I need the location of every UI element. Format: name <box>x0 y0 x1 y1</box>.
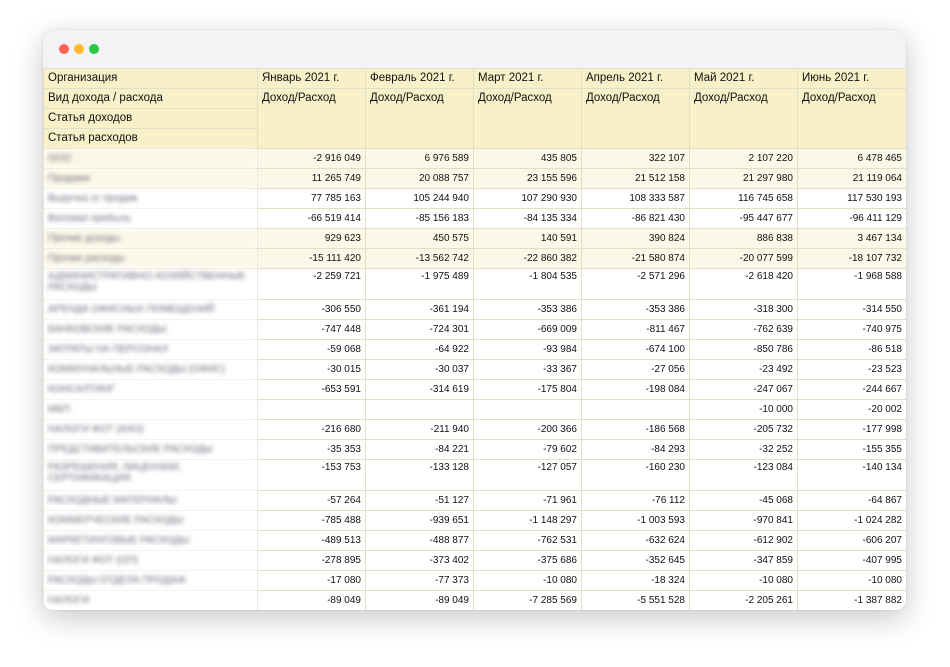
row-value-month-6: 3 467 134 <box>798 229 907 249</box>
row-value-month-5: 21 297 980 <box>690 169 798 189</box>
row-value-month-5: 2 107 220 <box>690 149 798 169</box>
row-label: АДМИНИСТРАТИВНО-ХОЗЯЙСТВЕННЫЕ РАСХОДЫ <box>44 269 258 300</box>
row-value-month-5: 116 745 658 <box>690 189 798 209</box>
row-value-month-3: -79 602 <box>474 440 582 460</box>
row-label: БАНКОВСКИЕ РАСХОДЫ <box>44 320 258 340</box>
row-value-month-5: -850 786 <box>690 340 798 360</box>
row-label: НАЛОГИ ФОТ (АХО) <box>44 420 258 440</box>
row-value-month-6: -10 080 <box>798 571 907 591</box>
row-label: Продажи <box>44 169 258 189</box>
row-value-month-4: -353 386 <box>582 300 690 320</box>
row-value-month-2: -211 940 <box>366 420 474 440</box>
row-value-month-1: -57 264 <box>258 491 366 511</box>
row-label: КОНСАЛТИНГ <box>44 380 258 400</box>
row-value-month-5: 886 838 <box>690 229 798 249</box>
row-value-month-5: -247 067 <box>690 380 798 400</box>
row-value-month-4: -632 624 <box>582 531 690 551</box>
table-row[interactable] <box>44 320 907 340</box>
header-expense-item[interactable]: Статья расходов <box>44 129 258 149</box>
row-value-month-1: -747 448 <box>258 320 366 340</box>
row-value-month-6: -177 998 <box>798 420 907 440</box>
row-label: ООО <box>44 149 258 169</box>
row-value-month-3 <box>474 400 582 420</box>
table-row[interactable] <box>44 591 907 611</box>
row-label: НАЛОГИ ФОТ (ОП) <box>44 551 258 571</box>
row-value-month-5: -318 300 <box>690 300 798 320</box>
row-value-month-4: -198 084 <box>582 380 690 400</box>
row-value-month-2: -51 127 <box>366 491 474 511</box>
row-value-month-2: -30 037 <box>366 360 474 380</box>
row-value-month-3: -10 080 <box>474 571 582 591</box>
header-month-4[interactable]: Апрель 2021 г. <box>582 69 690 89</box>
row-value-month-6: -23 523 <box>798 360 907 380</box>
row-value-month-4: -1 003 593 <box>582 511 690 531</box>
app-window <box>43 30 906 610</box>
row-label: КОММЕРЧЕСКИЕ РАСХОДЫ <box>44 511 258 531</box>
row-value-month-6: -96 411 129 <box>798 209 907 229</box>
table-row[interactable] <box>44 249 907 269</box>
row-value-month-6: 21 119 064 <box>798 169 907 189</box>
row-value-month-5: -970 841 <box>690 511 798 531</box>
row-value-month-2: -13 562 742 <box>366 249 474 269</box>
table-row[interactable] <box>44 440 907 460</box>
row-value-month-5: -10 080 <box>690 571 798 591</box>
table-row[interactable] <box>44 209 907 229</box>
row-value-month-5: -32 252 <box>690 440 798 460</box>
row-value-month-6: -140 134 <box>798 460 907 491</box>
row-value-month-2: -939 651 <box>366 511 474 531</box>
row-label: ЗАТРАТЫ НА ПЕРСОНАЛ <box>44 340 258 360</box>
row-value-month-4: -352 645 <box>582 551 690 571</box>
row-value-month-4 <box>582 400 690 420</box>
row-value-month-5: -95 447 677 <box>690 209 798 229</box>
row-value-month-1: -278 895 <box>258 551 366 571</box>
header-sub-5: Доход/Расход <box>690 89 798 149</box>
table-row[interactable] <box>44 491 907 511</box>
table-row[interactable] <box>44 380 907 400</box>
header-organization[interactable]: Организация <box>44 69 258 89</box>
minimize-window-button[interactable] <box>74 44 84 54</box>
row-value-month-6: -20 002 <box>798 400 907 420</box>
row-value-month-2: -314 619 <box>366 380 474 400</box>
header-month-1[interactable]: Январь 2021 г. <box>258 69 366 89</box>
row-value-month-2: -488 877 <box>366 531 474 551</box>
row-value-month-4: 390 824 <box>582 229 690 249</box>
row-value-month-3: -127 057 <box>474 460 582 491</box>
row-value-month-4: -84 293 <box>582 440 690 460</box>
row-value-month-2: 6 976 589 <box>366 149 474 169</box>
row-value-month-2: -84 221 <box>366 440 474 460</box>
row-value-month-5: -45 068 <box>690 491 798 511</box>
table-row[interactable] <box>44 360 907 380</box>
row-value-month-1: -35 353 <box>258 440 366 460</box>
close-window-button[interactable] <box>59 44 69 54</box>
row-value-month-5: -2 205 261 <box>690 591 798 611</box>
row-value-month-2: 450 575 <box>366 229 474 249</box>
row-label: Прочие расходы <box>44 249 258 269</box>
row-value-month-5: -2 618 420 <box>690 269 798 300</box>
row-value-month-6: -244 667 <box>798 380 907 400</box>
row-label: РАЗРЕШЕНИЯ, ЛИЦЕНЗИИ, СЕРТИФИКАЦИЯ <box>44 460 258 491</box>
row-value-month-6: -314 550 <box>798 300 907 320</box>
header-sub-3: Доход/Расход <box>474 89 582 149</box>
row-value-month-6: -86 518 <box>798 340 907 360</box>
table-row[interactable] <box>44 460 907 491</box>
table-row[interactable] <box>44 511 907 531</box>
row-label: Выручка от продаж <box>44 189 258 209</box>
row-value-month-2: -77 373 <box>366 571 474 591</box>
row-value-month-2: 105 244 940 <box>366 189 474 209</box>
row-value-month-2: 20 088 757 <box>366 169 474 189</box>
row-value-month-1: 929 623 <box>258 229 366 249</box>
row-value-month-4: -21 580 874 <box>582 249 690 269</box>
row-value-month-5: -23 492 <box>690 360 798 380</box>
row-value-month-3: -175 804 <box>474 380 582 400</box>
row-value-month-5: -347 859 <box>690 551 798 571</box>
row-value-month-2: -89 049 <box>366 591 474 611</box>
row-value-month-4: -27 056 <box>582 360 690 380</box>
row-label: КОММУНАЛЬНЫЕ РАСХОДЫ (ОФИС) <box>44 360 258 380</box>
header-month-6[interactable]: Июнь 2021 г. <box>798 69 907 89</box>
table-row[interactable] <box>44 571 907 591</box>
row-value-month-2 <box>366 400 474 420</box>
row-value-month-6: 117 530 193 <box>798 189 907 209</box>
row-value-month-3: -762 531 <box>474 531 582 551</box>
row-value-month-3: -669 009 <box>474 320 582 340</box>
row-value-month-1: -15 111 420 <box>258 249 366 269</box>
row-value-month-2: -1 975 489 <box>366 269 474 300</box>
row-value-month-2: -133 128 <box>366 460 474 491</box>
row-value-month-5: -10 000 <box>690 400 798 420</box>
header-income-item[interactable]: Статья доходов <box>44 109 258 129</box>
header-month-3[interactable]: Март 2021 г. <box>474 69 582 89</box>
row-value-month-3: 23 155 596 <box>474 169 582 189</box>
zoom-window-button[interactable] <box>89 44 99 54</box>
row-value-month-3: 140 591 <box>474 229 582 249</box>
row-value-month-5: -205 732 <box>690 420 798 440</box>
row-value-month-3: -33 367 <box>474 360 582 380</box>
table-row[interactable] <box>44 300 907 320</box>
row-value-month-3: -84 135 334 <box>474 209 582 229</box>
row-value-month-6: -1 024 282 <box>798 511 907 531</box>
report-table <box>43 68 906 610</box>
row-value-month-2: -724 301 <box>366 320 474 340</box>
header-month-2[interactable]: Февраль 2021 г. <box>366 69 474 89</box>
row-label: МБП <box>44 400 258 420</box>
row-value-month-3: -22 860 382 <box>474 249 582 269</box>
table-body <box>44 149 907 611</box>
row-value-month-3: -1 804 535 <box>474 269 582 300</box>
row-value-month-1: -153 753 <box>258 460 366 491</box>
table-row[interactable] <box>44 400 907 420</box>
row-value-month-2: -64 922 <box>366 340 474 360</box>
header-month-5[interactable]: Май 2021 г. <box>690 69 798 89</box>
header-sub-1: Доход/Расход <box>258 89 366 149</box>
row-value-month-5: -612 902 <box>690 531 798 551</box>
table-row[interactable] <box>44 551 907 571</box>
row-label: НАЛОГИ <box>44 591 258 611</box>
row-value-month-1: 77 785 163 <box>258 189 366 209</box>
row-value-month-4: -2 571 296 <box>582 269 690 300</box>
row-label: РАСХОДНЫЕ МАТЕРИАЛЫ <box>44 491 258 511</box>
row-label: РАСХОДЫ ОТДЕЛА ПРОДАЖ <box>44 571 258 591</box>
row-label: МАРКЕТИНГОВЫЕ РАСХОДЫ <box>44 531 258 551</box>
report-table-container[interactable] <box>43 68 906 610</box>
row-value-month-3: 107 290 930 <box>474 189 582 209</box>
row-value-month-4: 322 107 <box>582 149 690 169</box>
row-value-month-4: -76 112 <box>582 491 690 511</box>
row-value-month-1: 11 265 749 <box>258 169 366 189</box>
row-value-month-5: -762 639 <box>690 320 798 340</box>
row-value-month-3: -93 984 <box>474 340 582 360</box>
row-value-month-6: -18 107 732 <box>798 249 907 269</box>
table-row[interactable] <box>44 229 907 249</box>
row-value-month-4: -160 230 <box>582 460 690 491</box>
row-value-month-1: -785 488 <box>258 511 366 531</box>
row-value-month-2: -361 194 <box>366 300 474 320</box>
row-value-month-6: 6 478 465 <box>798 149 907 169</box>
table-row[interactable] <box>44 189 907 209</box>
row-value-month-1: -653 591 <box>258 380 366 400</box>
table-row[interactable] <box>44 340 907 360</box>
row-value-month-5: -20 077 599 <box>690 249 798 269</box>
row-value-month-1: -306 550 <box>258 300 366 320</box>
table-row[interactable] <box>44 149 907 169</box>
row-label: ПРЕДСТАВИТЕЛЬСКИЕ РАСХОДЫ <box>44 440 258 460</box>
table-row[interactable] <box>44 169 907 189</box>
row-value-month-6: -407 995 <box>798 551 907 571</box>
row-value-month-2: -373 402 <box>366 551 474 571</box>
row-value-month-3: -200 366 <box>474 420 582 440</box>
row-value-month-6: -64 867 <box>798 491 907 511</box>
row-value-month-4: -86 821 430 <box>582 209 690 229</box>
row-value-month-3: -375 686 <box>474 551 582 571</box>
row-value-month-4: 21 512 158 <box>582 169 690 189</box>
row-value-month-6: -1 968 588 <box>798 269 907 300</box>
row-value-month-3: -71 961 <box>474 491 582 511</box>
row-value-month-1: -216 680 <box>258 420 366 440</box>
row-value-month-1: -2 916 049 <box>258 149 366 169</box>
row-label: Валовая прибыль <box>44 209 258 229</box>
row-value-month-4: -811 467 <box>582 320 690 340</box>
row-value-month-3: -1 148 297 <box>474 511 582 531</box>
row-value-month-4: -5 551 528 <box>582 591 690 611</box>
row-value-month-1: -489 513 <box>258 531 366 551</box>
row-value-month-6: -606 207 <box>798 531 907 551</box>
header-kind[interactable]: Вид дохода / расхода <box>44 89 258 109</box>
row-value-month-5: -123 084 <box>690 460 798 491</box>
row-value-month-1: -2 259 721 <box>258 269 366 300</box>
table-row[interactable] <box>44 531 907 551</box>
table-header <box>44 69 907 149</box>
row-value-month-3: -7 285 569 <box>474 591 582 611</box>
row-value-month-1: -30 015 <box>258 360 366 380</box>
header-sub-4: Доход/Расход <box>582 89 690 149</box>
row-label: АРЕНДА ОФИСНЫХ ПОМЕЩЕНИЙ <box>44 300 258 320</box>
row-value-month-4: 108 333 587 <box>582 189 690 209</box>
row-value-month-1: -59 068 <box>258 340 366 360</box>
header-sub-6: Доход/Расход <box>798 89 907 149</box>
row-value-month-4: -674 100 <box>582 340 690 360</box>
row-value-month-4: -186 568 <box>582 420 690 440</box>
table-row[interactable] <box>44 269 907 300</box>
title-bar <box>43 30 906 68</box>
header-sub-2: Доход/Расход <box>366 89 474 149</box>
row-value-month-6: -1 387 882 <box>798 591 907 611</box>
row-value-month-2: -85 156 183 <box>366 209 474 229</box>
row-value-month-1: -89 049 <box>258 591 366 611</box>
row-value-month-6: -740 975 <box>798 320 907 340</box>
row-value-month-1: -66 519 414 <box>258 209 366 229</box>
row-value-month-1: -17 080 <box>258 571 366 591</box>
row-value-month-3: 435 805 <box>474 149 582 169</box>
row-value-month-6: -155 355 <box>798 440 907 460</box>
row-value-month-3: -353 386 <box>474 300 582 320</box>
row-label: Прочие доходы <box>44 229 258 249</box>
row-value-month-1 <box>258 400 366 420</box>
table-row[interactable] <box>44 420 907 440</box>
row-value-month-4: -18 324 <box>582 571 690 591</box>
